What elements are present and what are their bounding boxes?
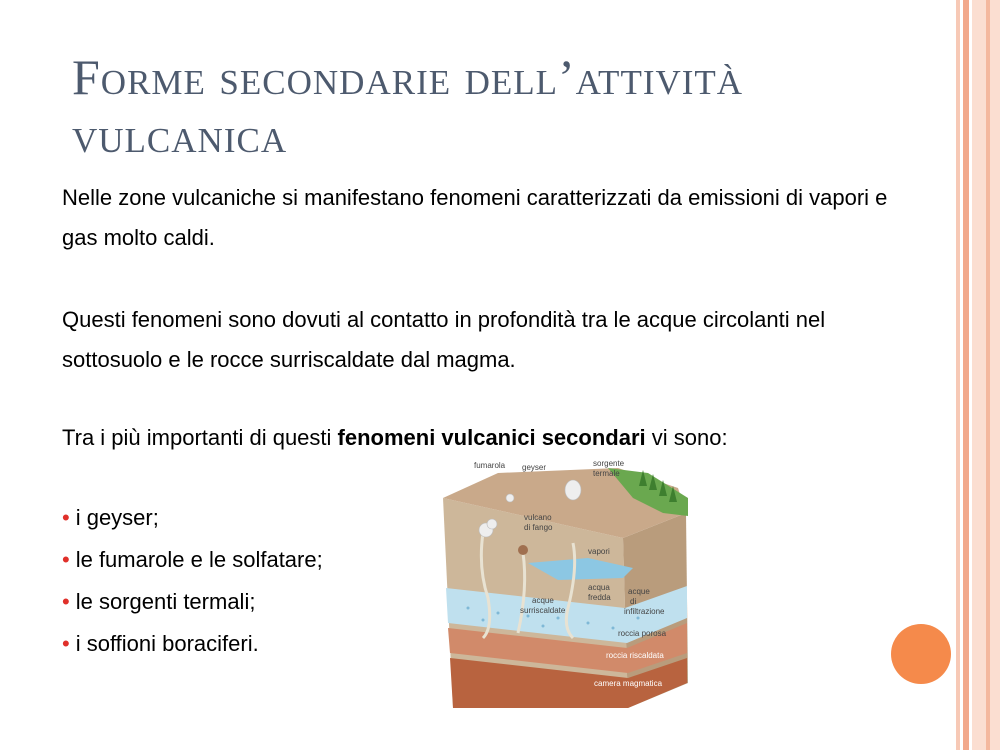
decor-stripe	[956, 0, 960, 750]
label-surriscaldate: surriscaldate	[520, 606, 566, 615]
volcanic-phenomena-diagram	[438, 458, 698, 713]
paragraph-text: Tra i più importanti di questi	[62, 425, 338, 450]
label-camera-magmatica: camera magmatica	[594, 679, 663, 688]
label-sorgente: sorgente	[593, 459, 625, 468]
label-geyser: geyser	[522, 463, 547, 472]
list-item	[62, 581, 323, 623]
label-acque-1: acque	[532, 596, 554, 605]
paragraph-bold-text: fenomeni vulcanici secondari	[337, 425, 646, 450]
list-item-text: le sorgenti termali;	[75, 589, 256, 614]
list-item	[62, 539, 323, 581]
list-item-text: i soffioni boraciferi.	[75, 631, 259, 656]
bullet-marker: •	[62, 589, 70, 614]
label-vapori: vapori	[588, 547, 610, 556]
list-item	[62, 623, 323, 665]
label-fumarola: fumarola	[474, 461, 506, 470]
label-di: di	[630, 597, 637, 606]
mud-volcano	[518, 545, 528, 555]
decor-stripe	[986, 0, 990, 750]
bullet-list	[62, 497, 323, 665]
decor-circle	[891, 624, 951, 684]
list-item-text: i geyser;	[75, 505, 159, 530]
list-item-text: le fumarole e le solfatare;	[75, 547, 323, 572]
bullet-marker: •	[62, 505, 70, 530]
label-acque-2: acque	[628, 587, 650, 596]
paragraph-text: vi sono:	[645, 425, 728, 450]
label-di-fango: di fango	[524, 523, 553, 532]
label-vulcano: vulcano	[524, 513, 552, 522]
label-acqua: acqua	[588, 583, 610, 592]
paragraph-intro: Nelle zone vulcaniche si manifestano fenomeni caratterizzati da emissioni di vapori e gas molto caldi.	[62, 185, 888, 250]
bullet-marker: •	[62, 631, 70, 656]
label-roccia-riscaldata: roccia riscaldata	[606, 651, 664, 660]
decor-stripe	[963, 0, 969, 750]
paragraph-cause: Questi fenomeni sono dovuti al contatto in profondità tra le acque circolanti nel sottosuolo e le rocce surriscaldate dal magma.	[62, 307, 826, 372]
label-termale: termale	[593, 469, 620, 478]
paragraph-list-intro	[62, 418, 922, 458]
label-infiltrazione: infiltrazione	[624, 607, 665, 616]
bullet-marker: •	[62, 547, 70, 572]
label-roccia-porosa: roccia porosa	[618, 629, 667, 638]
label-fredda: fredda	[588, 593, 611, 602]
list-item	[62, 497, 323, 539]
slide-title: Forme secondarie dell’attività vulcanica	[72, 49, 744, 163]
